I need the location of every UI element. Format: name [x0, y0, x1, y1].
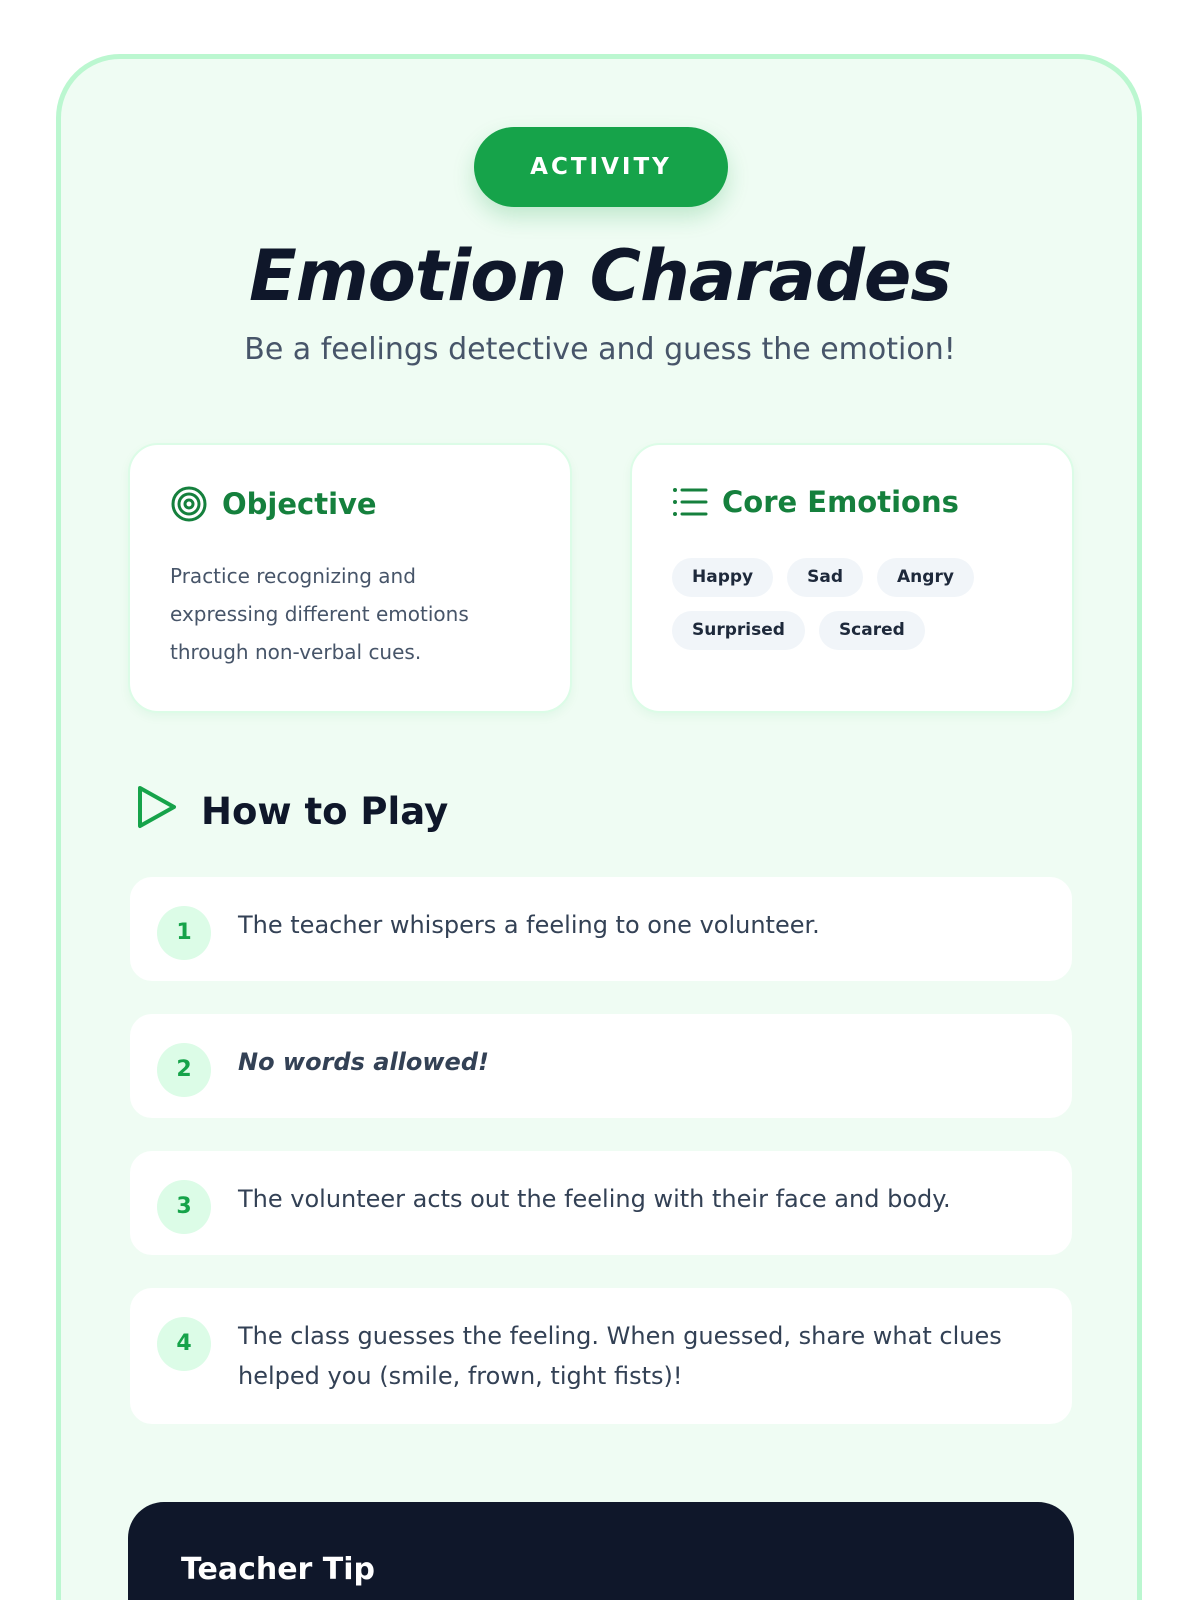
step-number: 4 — [157, 1317, 211, 1371]
emotion-tag-scared: Scared — [819, 611, 925, 650]
emotion-tag-sad: Sad — [787, 558, 863, 597]
teacher-tip-heading: Teacher Tip — [181, 1552, 376, 1587]
step-number: 3 — [157, 1180, 211, 1234]
step-number: 1 — [157, 906, 211, 960]
emotion-tag-surprised: Surprised — [672, 611, 805, 650]
objective-text: Practice recognizing and expressing different emotions through non-verbal cues. — [170, 564, 469, 664]
target-icon — [170, 485, 208, 523]
how-to-play-heading: How to Play — [201, 790, 449, 833]
core-emotions-header — [672, 485, 959, 519]
step-item — [128, 1286, 1074, 1426]
core-emotions-card — [630, 443, 1074, 713]
steps-list — [128, 875, 1074, 1455]
objective-heading: Objective — [222, 487, 377, 521]
play-icon — [135, 783, 179, 840]
list-icon — [672, 486, 708, 518]
step-item — [128, 875, 1074, 983]
page-subtitle: Be a feelings detective and guess the emotion! — [244, 332, 956, 367]
activity-badge: ACTIVITY — [474, 127, 728, 207]
step-number: 2 — [157, 1043, 211, 1097]
how-to-play-header — [135, 783, 448, 840]
teacher-tip-panel — [128, 1502, 1074, 1600]
emotion-tag-happy: Happy — [672, 558, 773, 597]
step-text: The volunteer acts out the feeling with their face and body. — [238, 1185, 951, 1213]
emotion-tag-angry: Angry — [877, 558, 974, 597]
step-item — [128, 1012, 1074, 1120]
step-text: The class guesses the feeling. When guessed, share what clues helped you (smile, frown, tight fists)! — [238, 1322, 1002, 1390]
core-emotions-heading: Core Emotions — [722, 485, 959, 519]
step-text: No words allowed! — [238, 1048, 489, 1076]
step-item — [128, 1149, 1074, 1257]
emotion-tags — [672, 558, 1002, 650]
step-text: The teacher whispers a feeling to one volunteer. — [238, 911, 820, 939]
objective-header — [170, 485, 377, 523]
page-title: Emotion Charades — [248, 235, 952, 317]
objective-card — [128, 443, 572, 713]
